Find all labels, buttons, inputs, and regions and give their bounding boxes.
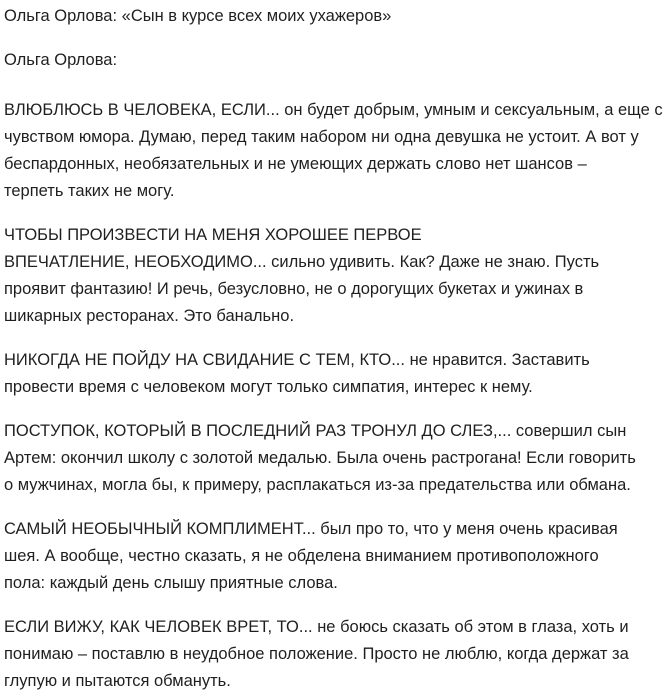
paragraph-line: шикарных ресторанах. Это банально.	[4, 307, 295, 325]
paragraph-line: Артем: окончил школу с золотой медалью. Была очень растрогана! Если говорить	[4, 449, 636, 467]
paragraph-line: проявит фантазию! И речь, безусловно, не о дорогущих букетах и ужинах в	[4, 280, 584, 298]
paragraph-line: ЕСЛИ ВИЖУ, КАК ЧЕЛОВЕК ВРЕТ, ТО... не боюсь сказать об этом в глаза, хоть и	[4, 618, 629, 636]
paragraph	[4, 347, 666, 401]
paragraph-line: беспардонных, необязательных и не умеющих держать слово нет шансов –	[4, 155, 587, 173]
paragraph-line: ВЛЮБЛЮСЬ В ЧЕЛОВЕКА, ЕСЛИ... он будет добрым, умным и сексуальным, а еще с	[4, 101, 663, 119]
paragraph-line: терпеть таких не могу.	[4, 182, 175, 200]
paragraph	[4, 614, 666, 690]
article-body	[4, 97, 666, 690]
paragraph-line: шея. А вообще, честно сказать, я не обделена вниманием противоположного	[4, 547, 599, 565]
article-title: Ольга Орлова: «Сын в курсе всех моих ухажеров»	[4, 7, 392, 25]
paragraph-line: ЧТОБЫ ПРОИЗВЕСТИ НА МЕНЯ ХОРОШЕЕ ПЕРВОЕ	[4, 226, 422, 244]
paragraph-line: понимаю – поставлю в неудобное положение. Просто не люблю, когда держат за	[4, 645, 629, 663]
paragraph-line: о мужчинах, могла бы, к примеру, расплакаться из-за предательства или обмана.	[4, 476, 631, 494]
paragraph	[4, 222, 666, 330]
paragraph-line: глупую и пытаются обмануть.	[4, 672, 231, 690]
paragraph-line: чувством юмора. Думаю, перед таким набором ни одна девушка не устоит. А вот у	[4, 128, 639, 146]
paragraph	[4, 97, 666, 205]
paragraph-line: ПОСТУПОК, КОТОРЫЙ В ПОСЛЕДНИЙ РАЗ ТРОНУЛ ДО СЛЕЗ,... совершил сын	[4, 422, 627, 440]
paragraph	[4, 516, 666, 597]
paragraph-line: ВПЕЧАТЛЕНИЕ, НЕОБХОДИМО... сильно удивить. Как? Даже не знаю. Пусть	[4, 253, 600, 271]
paragraph-line: НИКОГДА НЕ ПОЙДУ НА СВИДАНИЕ С ТЕМ, КТО... не нравится. Заставить	[4, 351, 590, 369]
article-author-line: Ольга Орлова:	[4, 51, 118, 69]
paragraph-line: пола: каждый день слышу приятные слова.	[4, 574, 338, 592]
paragraph	[4, 418, 666, 499]
paragraph-line: САМЫЙ НЕОБЫЧНЫЙ КОМПЛИМЕНТ... был про то, что у меня очень красивая	[4, 520, 618, 538]
paragraph-line: провести время с человеком могут только симпатия, интерес к нему.	[4, 378, 533, 396]
